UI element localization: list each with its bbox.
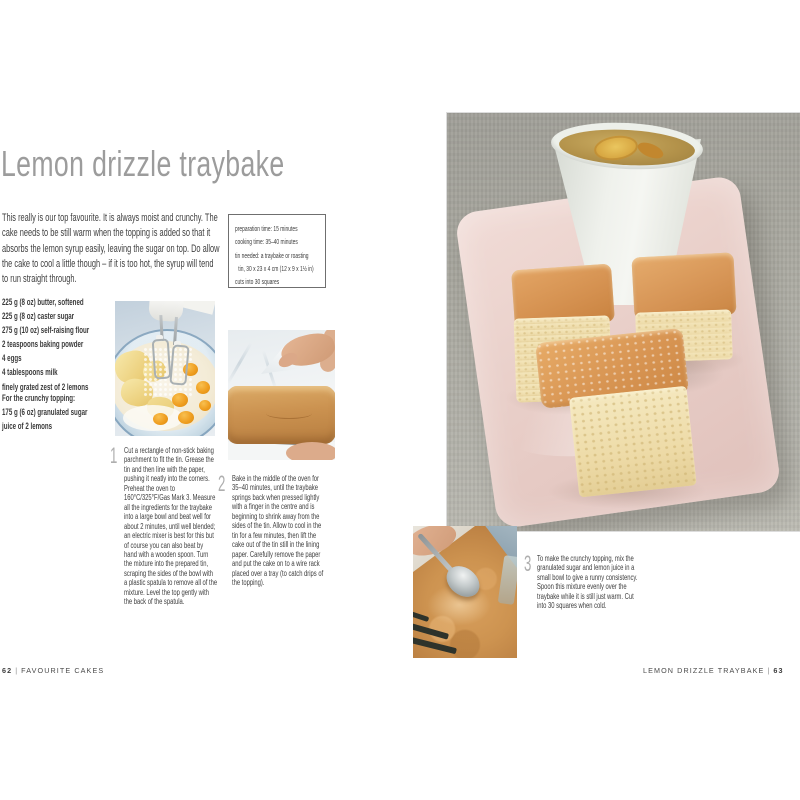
recipe-info-box [228, 214, 326, 288]
step-number-2: 2 [218, 471, 226, 496]
egg-yolk [199, 400, 211, 411]
beater-cage [169, 344, 189, 385]
section-name: LEMON DRIZZLE TRAYBAKE [643, 666, 765, 675]
tin-needed-line2: tin, 30 x 23 x 4 cm (12 x 9 x 1½ in) [238, 263, 314, 273]
footer-right [643, 666, 784, 675]
step-1-text: Cut a rectangle of non-stick baking parchment to fit the tin. Grease the tin and then line with the paper, pushing it neatly into the corners. Preheat the oven to 160°C/325°F/Gas Mark 3. Measure all the ingredients for the traybake into a large bowl and beat well for about 2 minutes, until well blended; an electric mixer is best for this but of course you can also beat by hand with a wooden spoon. Turn the mixture into the prepared tin, scraping the sides of the bowl with a plastic spatula to remove all of the mixture. Level the top gently with the back of the spatula. [124, 446, 218, 607]
ingredient: juice of 2 lemons [2, 421, 53, 433]
photo-traybake-with-tea [446, 112, 800, 532]
footer-divider: | [15, 666, 19, 675]
step-number-3: 3 [524, 551, 532, 576]
sponge-side [569, 386, 697, 498]
ingredient: 275 g (10 oz) self-raising flour [2, 325, 90, 337]
egg-yolk [172, 393, 188, 407]
step-2-text: Bake in the middle of the oven for 35–40 minutes, until the traybake springs back when pressed lightly with a finger in the centre and is beginning to shrink away from the sides of the tin. Allow to cool in the tin for a few minutes, then lift the cake out of the tin still in the lining paper. Carefully remove the paper and put the cake on to a wire rack placed over a tray (to catch drips of the topping). [232, 474, 324, 587]
cook-time: cooking time: 35–40 minutes [235, 237, 298, 247]
cake-crack [266, 408, 312, 419]
cake-square-front [535, 328, 701, 503]
topping-heading: For the crunchy topping: [2, 393, 76, 404]
ingredient: 175 g (6 oz) granulated sugar [2, 407, 88, 419]
section-name: FAVOURITE CAKES [21, 666, 105, 675]
egg-yolk [153, 413, 168, 425]
photo-lining-paper [228, 330, 335, 460]
page-title: Lemon drizzle traybake [1, 143, 285, 184]
tin-needed-line1: tin needed: a traybake or roasting [235, 250, 309, 260]
topping-ingredients [2, 392, 112, 434]
egg-yolk [178, 411, 194, 424]
ingredient: 2 teaspoons baking powder [2, 339, 84, 351]
ingredient: finely grated zest of 2 lemons [2, 381, 89, 393]
step-number-1: 1 [110, 443, 118, 468]
egg-yolk [196, 381, 210, 394]
step-3-text: To make the crunchy topping, mix the granulated sugar and lemon juice in a small bowl to give a runny consistency. Spoon this mixture evenly over the traybake while it is still just warm. Cut into 30 squares when cold. [537, 554, 638, 611]
intro-paragraph: This really is our top favourite. It is always moist and crunchy. The cake needs to be still warm when the topping is added so that it absorbs the lemon syrup easily, leaving the sugar on top. Do allow the cake to cool a little though – if it is too hot, the syrup will tend to run straight through. [2, 212, 220, 286]
beater-cage [152, 338, 172, 379]
ingredient: 225 g (8 oz) caster sugar [2, 311, 75, 323]
prep-time: preparation time: 15 minutes [235, 224, 298, 233]
footer-divider: | [767, 666, 771, 675]
ingredient: 4 eggs [2, 353, 22, 365]
page-number: 63 [773, 666, 784, 675]
ingredients-list [2, 296, 112, 395]
photo-spooning-syrup [413, 526, 517, 658]
photo-mixing-bowl [115, 301, 215, 436]
ingredient: 225 g (8 oz) butter, softened [2, 297, 84, 308]
cuts-into: cuts into 30 squares [235, 277, 280, 287]
recipe-info-text [235, 222, 321, 288]
page-number: 62 [2, 666, 13, 675]
ingredient: 4 tablespoons milk [2, 367, 58, 379]
second-hand [286, 442, 335, 460]
footer-left [2, 666, 104, 675]
